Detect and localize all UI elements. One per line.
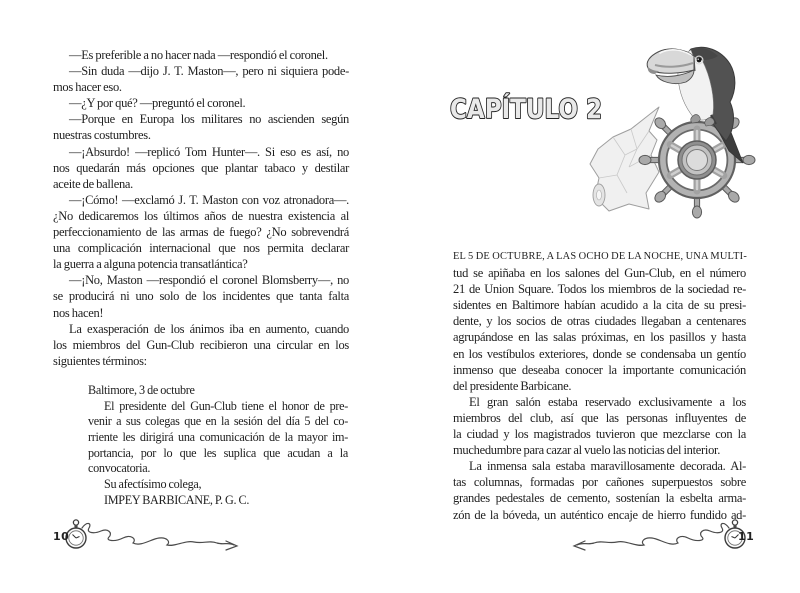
left-page-text	[53, 47, 349, 369]
text-line: nos quedarán más opciones que plantar tabaco y destilar	[53, 160, 349, 175]
text-line: La inmensa sala estaba maravillosamente decorada. Al-	[469, 459, 746, 474]
squiggle-line	[574, 523, 729, 550]
right-page-text	[453, 249, 746, 523]
text-line: 21 de Union Square. Todos los miembros de la sociedad re-	[453, 282, 746, 297]
text-line: venir a sus colegas que en la sesión del día 5 del co-	[88, 414, 348, 429]
text-line: aceite de ballena.	[53, 176, 134, 191]
text-line: Baltimore, 3 de octubre	[88, 383, 195, 397]
text-line: la ciudad y los magistrados tuvieron que mezclarse con la	[453, 427, 746, 442]
text-line: —Sin duda —dijo J. T. Maston—, pero ni siquiera pode-	[69, 64, 349, 79]
letter-block	[88, 383, 348, 509]
page-number-right: 11	[738, 530, 755, 543]
text-line: agrupándose en las salas próximas, en los pasillos y hasta	[453, 330, 746, 345]
chapter-title: CAPÍTULO 2	[450, 94, 629, 125]
squiggle-line	[82, 523, 237, 550]
text-line: El gran salón estaba reservado exclusivamente a los	[469, 394, 746, 409]
text-line: nos hacen!	[53, 305, 104, 320]
text-line: nuestras costumbres.	[53, 128, 151, 143]
text-line: dente, y los socios de otras ciudades llegaban a centenares	[453, 314, 746, 329]
text-line: —¡Absurdo! —replicó Tom Hunter—. Si eso es así, no	[69, 144, 349, 159]
text-line: El presidente del Gun-Club tiene el honor de pre-	[104, 398, 348, 413]
pocket-watch-doodle-right	[566, 514, 751, 554]
text-line: se producirá ni uno solo de los incidentes que tanta falta	[53, 289, 349, 304]
text-line: Su afectísimo colega,	[104, 477, 202, 492]
pocket-watch-doodle-left	[60, 514, 245, 554]
page-number-left: 10	[53, 530, 70, 543]
page-right	[400, 0, 800, 593]
text-line: inmenso que deseaba conocer la importante comunicación	[453, 362, 746, 377]
text-line: sidentes en Baltimore habían acudido a la cita de su presi-	[453, 298, 746, 313]
text-line: del presidente Barbicane.	[453, 378, 572, 393]
text-line: muchedumbre para cazar al vuelo las noticias del interior.	[453, 443, 721, 458]
text-line: IMPEY BARBICANE, P. G. C.	[104, 492, 250, 507]
text-line: en los vestíbulos exteriores, donde se condensaba un gentío	[453, 346, 746, 361]
text-line: convocatoria.	[88, 461, 151, 476]
text-line: perfeccionamiento de las armas de fuego? ¿No sobrevendrá	[53, 225, 349, 240]
text-line: —¡Cómo! —exclamó J. T. Maston con voz atronadora—.	[69, 192, 349, 207]
text-line: La exasperación de los ánimos iba en aumento, cuando	[69, 321, 349, 336]
text-line: —¡No, Maston —respondió el coronel Blomsberry—, no	[69, 273, 349, 288]
text-line: portancia, por lo que les suplica que acudan a la	[88, 445, 348, 460]
text-line: una complicación internacional que nos permita declarar	[53, 241, 349, 256]
text-line: —¿Y por qué? —preguntó el coronel.	[69, 96, 246, 111]
text-line: mos hacer eso.	[53, 80, 122, 95]
text-line: los miembros del Gun-Club recibieron una circular en los	[53, 337, 349, 352]
text-line: —Es preferible a no hacer nada —respondió el coronel.	[69, 48, 328, 62]
text-line: —Porque en Europa los militares no ascienden según	[69, 112, 349, 127]
text-line: miembros del club, así que las personas influyentes de	[453, 410, 746, 425]
text-line: ¿No dedicaremos los últimos años de nuestra existencia al	[53, 208, 349, 223]
text-line: tas columnas, formadas por cañones superpuestos sobre	[453, 475, 746, 490]
text-line: tud se apiñaba en los salones del Gun-Club, en el número	[453, 266, 746, 281]
text-line: rriente les dirigirá una comunicación de la mayor im-	[88, 430, 348, 445]
text-line: zón de la bóveda, un auténtico encaje de hierro fundido ad-	[453, 507, 746, 522]
text-line: la guerra a alguna potencia transatlántica?	[53, 257, 248, 272]
text-line: siguientes términos:	[53, 353, 147, 368]
text-line: grandes pedestales de cemento, sostenían la esbelta arma-	[453, 491, 746, 506]
chapter-illustration	[585, 45, 780, 230]
text-line: EL 5 DE OCTUBRE, A LAS OCHO DE LA NOCHE, UNA MULTI-	[453, 251, 748, 262]
